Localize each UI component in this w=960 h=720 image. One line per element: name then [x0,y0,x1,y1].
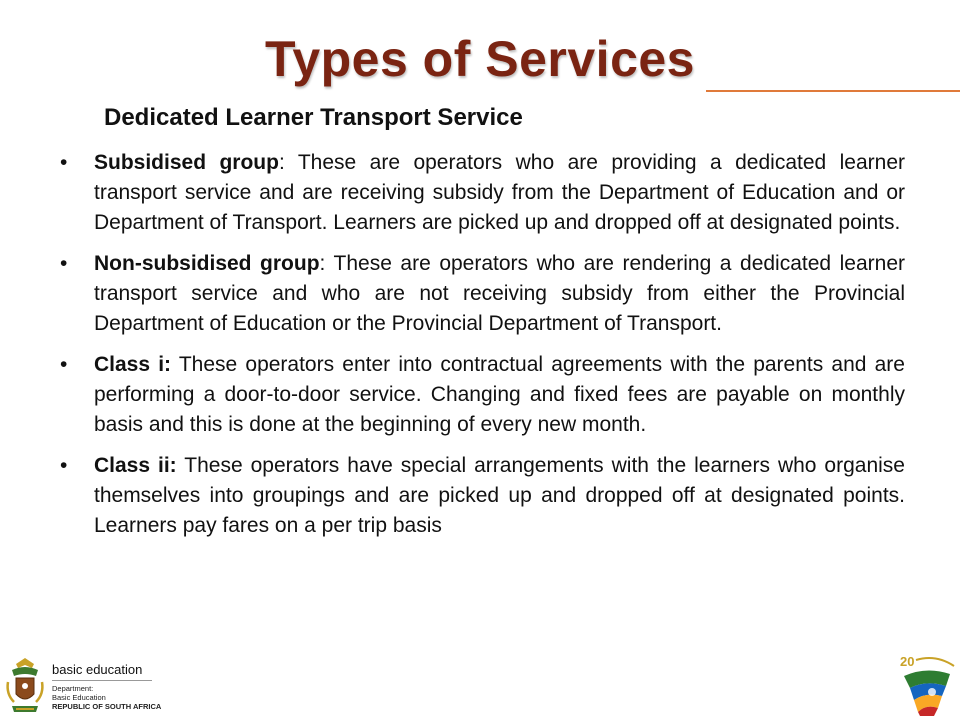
bullet-item [60,451,905,541]
bullet-list [60,148,905,552]
bullet-separator: : [278,151,298,174]
brand-name: basic education [52,662,143,677]
bullet-item [60,350,905,440]
bullet-dot-icon: • [60,454,68,477]
bullet-text: These are operators who are rendering a dedicated learner transport service and who are not receiving subsidy from either the Provincial Department of Education or the Provincial Department of Transport. [94,252,905,335]
bullet-text: These operators have special arrangements with the learners who organise themselves into groupings and are picked up and dropped off at designated points. Learners pay fares on a per trip basis [94,454,905,537]
country-name: REPUBLIC OF SOUTH AFRICA [52,702,162,711]
bullet-separator [171,353,179,376]
bullet-lead: Subsidised group [94,151,279,174]
bullet-dot-icon: • [60,151,68,174]
twenty-years-freedom-logo-icon [896,652,958,718]
department-name: Basic Education [52,693,106,702]
bullet-separator: : [319,252,334,275]
brand-divider [52,680,152,681]
bullet-lead: Non-subsidised group [94,252,320,275]
slide-title: Types of Services [264,31,695,87]
bullet-lead: Class i: [94,353,172,376]
department-label: Department: [52,684,94,693]
bullet-text: These are operators who are providing a dedicated learner transport service and are receiving subsidy from the Department of Education and or Department of Transport. Learners are picked up and dropped off at designated points. [94,151,906,234]
slide-subtitle: Dedicated Learner Transport Service [104,104,523,131]
bullet-dot-icon: • [60,252,68,275]
bullet-text: These operators enter into contractual agreements with the parents and are performing a door-to-door service. Changing and fixed fees are payable on monthly basis and this is done at the beginning of every new month. [94,353,905,436]
title-underline [706,90,960,92]
bullet-dot-icon: • [60,353,68,376]
bullet-item [60,249,905,339]
bullet-lead: Class ii: [94,454,177,477]
coat-of-arms-icon [4,654,46,716]
bullet-item [60,148,905,238]
svg-text:20: 20 [900,654,915,669]
department-logo [0,648,170,720]
